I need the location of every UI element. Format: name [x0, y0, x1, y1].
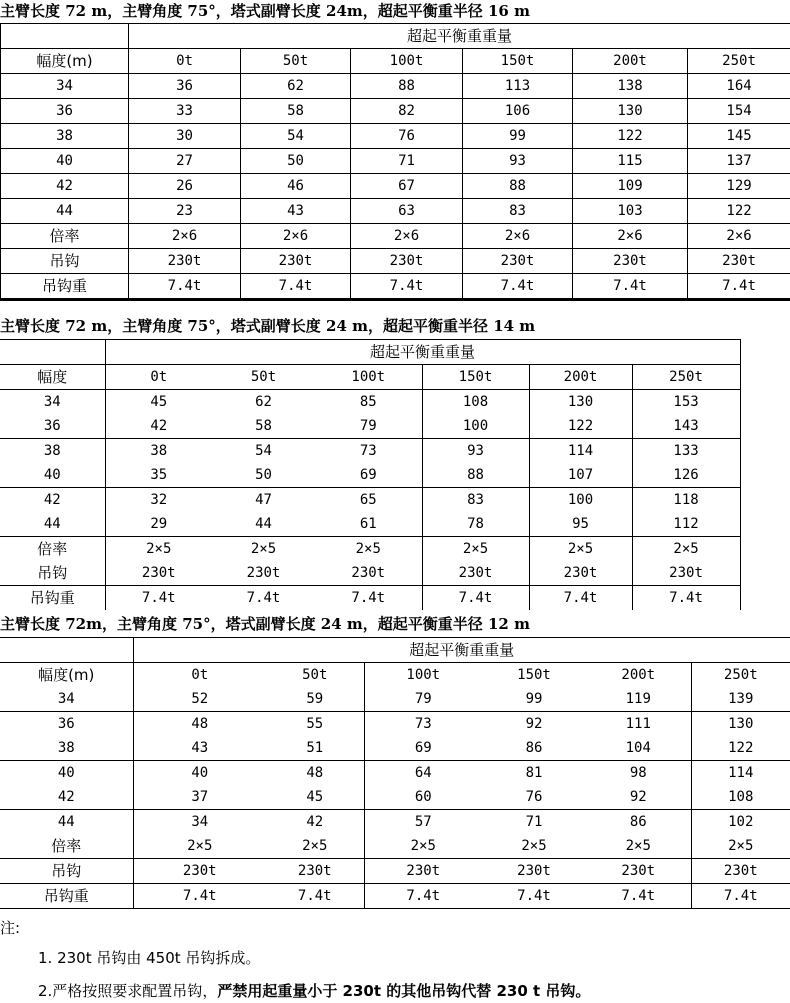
table-row: [0, 810, 790, 835]
note-2-emphasis: 严禁用起重量小于 230t 的其他吊钩代替 230 t 吊钩。: [217, 982, 591, 1000]
capacity-cell: 99: [463, 124, 573, 149]
table-row: [0, 463, 740, 488]
capacity-cell: 65: [315, 488, 422, 513]
capacity-cell: 95: [529, 512, 632, 537]
load-chart-table-2: [0, 339, 741, 610]
capacity-cell: 108: [422, 390, 529, 415]
weight-header: 150t: [422, 365, 529, 390]
capacity-cell: 100: [422, 414, 529, 439]
weight-header: 250t: [632, 365, 740, 390]
radius-column-header: 幅度(m): [0, 663, 133, 688]
table-row: [0, 414, 740, 439]
capacity-cell: 55: [266, 712, 364, 737]
capacity-cell: 43: [241, 199, 351, 224]
table-row: [0, 488, 740, 513]
capacity-cell: 130: [573, 99, 688, 124]
capacity-cell: 26: [129, 174, 241, 199]
reeving-cell: 2×5: [482, 834, 586, 859]
hook-weight-cell: 7.4t: [364, 884, 482, 909]
capacity-cell: 60: [364, 785, 482, 810]
capacity-cell: 36: [129, 74, 241, 99]
capacity-cell: 52: [133, 687, 266, 712]
table-row: [0, 439, 740, 464]
capacity-cell: 37: [133, 785, 266, 810]
reeving-cell: 2×5: [133, 834, 266, 859]
hook-label: 吊钩: [0, 561, 105, 586]
radius-cell: 42: [0, 488, 105, 513]
capacity-cell: 71: [351, 149, 463, 174]
capacity-cell: 100: [529, 488, 632, 513]
hook-weight-cell: 7.4t: [133, 884, 266, 909]
capacity-cell: 58: [241, 99, 351, 124]
capacity-cell: 112: [632, 512, 740, 537]
capacity-cell: 103: [573, 199, 688, 224]
hook-weight-cell: 7.4t: [632, 586, 740, 611]
capacity-cell: 108: [691, 785, 790, 810]
capacity-cell: 79: [315, 414, 422, 439]
capacity-cell: 122: [529, 414, 632, 439]
note-2-prefix: 2.严格按照要求配置吊钩，: [38, 982, 218, 1000]
table2-title: 主臂长度 72 m，主臂角度 75°，塔式副臂长度 24 m，超起平衡重半径 14 m: [0, 317, 536, 335]
load-chart-table-1: [0, 23, 790, 301]
weight-header: 50t: [241, 49, 351, 74]
capacity-cell: 106: [463, 99, 573, 124]
reeving-cell: 2×6: [129, 224, 241, 249]
weight-header: 50t: [212, 365, 315, 390]
capacity-cell: 99: [525, 691, 543, 707]
hook-weight-cell: 7.4t: [529, 586, 632, 611]
capacity-cell: 139: [691, 687, 790, 712]
capacity-cell: 50: [212, 463, 315, 488]
hook-cell: 230t: [351, 249, 463, 274]
hook-weight-cell: 7.4t: [691, 884, 790, 909]
corner-cell: [0, 340, 105, 365]
capacity-cell: 23: [129, 199, 241, 224]
capacity-cell: 86: [586, 810, 691, 835]
capacity-cell: 88: [351, 74, 463, 99]
capacity-cell: 44: [212, 512, 315, 537]
weight-header: 0t: [129, 49, 241, 74]
radius-cell: 44: [1, 199, 129, 224]
capacity-cell: 71: [525, 814, 543, 830]
radius-cell: 42: [1, 174, 129, 199]
hook-weight-label: 吊钩重: [0, 586, 105, 611]
weight-header: 0t: [105, 365, 212, 390]
reeving-label: 倍率: [0, 834, 133, 859]
reeving-label: 倍率: [0, 537, 105, 562]
radius-cell: 36: [0, 712, 133, 737]
capacity-cell: 122: [688, 199, 790, 224]
capacity-cell: 111: [586, 712, 691, 737]
reeving-cell: 2×5: [105, 537, 212, 562]
capacity-cell: 43: [133, 736, 266, 761]
hook-weight-cell: 7.4t: [586, 884, 691, 909]
capacity-cell: 81: [525, 765, 543, 781]
group-header: 超起平衡重重量: [133, 638, 790, 663]
capacity-cell: 46: [241, 174, 351, 199]
capacity-cell: 45: [266, 785, 364, 810]
capacity-cell: 78: [422, 512, 529, 537]
capacity-cell: 79: [364, 687, 482, 712]
capacity-cell: 133: [632, 439, 740, 464]
capacity-cell: 122: [573, 124, 688, 149]
hook-weight-cell: 7.4t: [105, 586, 212, 611]
hook-cell: 230t: [129, 249, 241, 274]
capacity-cell: 67: [351, 174, 463, 199]
radius-cell: 34: [0, 687, 133, 712]
capacity-cell: 62: [241, 74, 351, 99]
capacity-cell: 82: [351, 99, 463, 124]
hook-cell: 230t: [315, 561, 422, 586]
capacity-cell: 145: [688, 124, 790, 149]
reeving-cell: 2×6: [573, 224, 688, 249]
capacity-cell: 48: [266, 761, 364, 786]
capacity-cell: 115: [573, 149, 688, 174]
hook-cell: 230t: [691, 859, 790, 884]
capacity-cell: 42: [266, 810, 364, 835]
capacity-cell: 104: [586, 736, 691, 761]
hook-cell: 230t: [241, 249, 351, 274]
radius-column-header: 幅度(m): [1, 49, 129, 74]
capacity-cell: 58: [212, 414, 315, 439]
capacity-cell: 126: [632, 463, 740, 488]
hook-weight-cell: 7.4t: [129, 274, 241, 300]
capacity-cell: 153: [632, 390, 740, 415]
weight-header: 100t: [315, 365, 422, 390]
hook-label: 吊钩: [1, 249, 129, 274]
weight-header: 200t: [573, 49, 688, 74]
capacity-cell: 32: [105, 488, 212, 513]
hook-cell: 230t: [212, 561, 315, 586]
notes-label: 注:: [0, 919, 21, 937]
reeving-cell: 2×5: [691, 834, 790, 859]
weight-header: 150t: [463, 49, 573, 74]
weight-header: 150t: [482, 663, 586, 688]
capacity-cell: 83: [463, 199, 573, 224]
table-row: [0, 859, 790, 884]
reeving-cell: 2×5: [364, 834, 482, 859]
radius-cell: 42: [0, 785, 133, 810]
capacity-cell: 118: [632, 488, 740, 513]
table-row: [0, 390, 740, 415]
reeving-cell: 2×6: [351, 224, 463, 249]
capacity-cell: 88: [463, 174, 573, 199]
table-row: [0, 537, 740, 562]
radius-cell: 38: [0, 736, 133, 761]
table-row: [1, 124, 790, 149]
capacity-cell: 47: [212, 488, 315, 513]
corner-cell: [1, 24, 129, 49]
table-row: [1, 199, 790, 224]
capacity-cell: 92: [482, 712, 586, 737]
weight-header: 0t: [133, 663, 266, 688]
capacity-cell: 76: [482, 785, 586, 810]
capacity-cell: 33: [129, 99, 241, 124]
capacity-cell: 42: [105, 414, 212, 439]
capacity-cell: 143: [632, 414, 740, 439]
capacity-cell: 88: [422, 463, 529, 488]
table-row: [1, 274, 790, 300]
capacity-cell: 38: [105, 439, 212, 464]
table-row: [0, 761, 790, 786]
capacity-cell: 154: [688, 99, 790, 124]
capacity-cell: 63: [351, 199, 463, 224]
capacity-cell: 93: [422, 439, 529, 464]
hook-weight-label: 吊钩重: [0, 884, 133, 909]
capacity-cell: 114: [529, 439, 632, 464]
capacity-cell: 57: [364, 810, 482, 835]
table-row: [0, 687, 790, 712]
capacity-cell: 113: [463, 74, 573, 99]
table-row: [0, 712, 790, 737]
capacity-cell: 76: [351, 124, 463, 149]
capacity-cell: 51: [266, 736, 364, 761]
hook-weight-cell: 7.4t: [212, 586, 315, 611]
capacity-cell: 54: [212, 439, 315, 464]
hook-weight-cell: 7.4t: [688, 274, 790, 300]
table3-title: 主臂长度 72m，主臂角度 75°，塔式副臂长度 24 m，超起平衡重半径 12 m: [0, 615, 530, 633]
weight-header: 100t: [351, 49, 463, 74]
hook-cell: 230t: [463, 249, 573, 274]
hook-cell: 230t: [529, 561, 632, 586]
table-row: [0, 586, 740, 611]
capacity-cell: 45: [105, 390, 212, 415]
capacity-cell: 34: [133, 810, 266, 835]
table-row: [0, 561, 740, 586]
capacity-cell: 61: [315, 512, 422, 537]
capacity-cell: 122: [691, 736, 790, 761]
radius-column-header: 幅度: [0, 365, 105, 390]
radius-cell: 44: [0, 512, 105, 537]
capacity-cell: 98: [586, 761, 691, 786]
table-row: [0, 736, 790, 761]
hook-cell: 230t: [133, 859, 266, 884]
radius-cell: 40: [0, 761, 133, 786]
capacity-cell: 129: [688, 174, 790, 199]
reeving-cell: 2×5: [315, 537, 422, 562]
table-row: [1, 74, 790, 99]
capacity-cell: 93: [463, 149, 573, 174]
capacity-cell: 64: [364, 761, 482, 786]
radius-cell: 36: [0, 414, 105, 439]
capacity-cell: 62: [212, 390, 315, 415]
table-row: [1, 149, 790, 174]
hook-label: 吊钩: [0, 859, 133, 884]
capacity-cell: 138: [573, 74, 688, 99]
radius-cell: 34: [1, 74, 129, 99]
radius-cell: 44: [0, 810, 133, 835]
capacity-cell: 27: [129, 149, 241, 174]
hook-cell: 230t: [586, 859, 691, 884]
reeving-cell: 2×5: [632, 537, 740, 562]
table-row: [1, 174, 790, 199]
hook-cell: 230t: [364, 859, 482, 884]
reeving-cell: 2×5: [529, 537, 632, 562]
capacity-cell: 48: [133, 712, 266, 737]
group-header: 超起平衡重重量: [129, 24, 790, 49]
capacity-cell: 54: [241, 124, 351, 149]
table-row: [1, 99, 790, 124]
hook-cell: 230t: [688, 249, 790, 274]
capacity-cell: 92: [586, 785, 691, 810]
capacity-cell: 119: [586, 687, 691, 712]
capacity-cell: 86: [482, 736, 586, 761]
hook-weight-cell: 7.4t: [482, 884, 586, 909]
weight-header: 50t: [266, 663, 364, 688]
capacity-cell: 40: [133, 761, 266, 786]
weight-header: 250t: [691, 663, 790, 688]
capacity-cell: 102: [691, 810, 790, 835]
radius-cell: 40: [1, 149, 129, 174]
reeving-cell: 2×6: [241, 224, 351, 249]
radius-cell: 34: [0, 390, 105, 415]
radius-cell: 40: [0, 463, 105, 488]
reeving-cell: 2×6: [463, 224, 573, 249]
weight-header: 200t: [529, 365, 632, 390]
hook-weight-label: 吊钩重: [1, 274, 129, 300]
table-row: [1, 224, 790, 249]
hook-cell: 230t: [105, 561, 212, 586]
weight-header: 250t: [688, 49, 790, 74]
capacity-cell: 35: [105, 463, 212, 488]
hook-cell: 230t: [422, 561, 529, 586]
table-row: [0, 785, 790, 810]
capacity-cell: 109: [573, 174, 688, 199]
group-header: 超起平衡重重量: [105, 340, 740, 365]
reeving-cell: 2×6: [688, 224, 790, 249]
radius-cell: 38: [1, 124, 129, 149]
hook-weight-cell: 7.4t: [241, 274, 351, 300]
note-2: [38, 980, 590, 1001]
capacity-cell: 69: [315, 463, 422, 488]
hook-cell: 230t: [632, 561, 740, 586]
reeving-cell: 2×5: [586, 834, 691, 859]
table-row: [0, 512, 740, 537]
capacity-cell: 59: [266, 687, 364, 712]
hook-cell: 230t: [482, 859, 586, 884]
capacity-cell: 50: [241, 149, 351, 174]
capacity-cell: 164: [688, 74, 790, 99]
reeving-cell: 2×5: [422, 537, 529, 562]
reeving-label: 倍率: [1, 224, 129, 249]
radius-cell: 36: [1, 99, 129, 124]
capacity-cell: 69: [364, 736, 482, 761]
hook-weight-cell: 7.4t: [266, 884, 364, 909]
hook-weight-cell: 7.4t: [573, 274, 688, 300]
hook-weight-cell: 7.4t: [351, 274, 463, 300]
table1-title: 主臂长度 72 m，主臂角度 75°，塔式副臂长度 24m，超起平衡重半径 16 m: [0, 2, 530, 20]
capacity-cell: 107: [529, 463, 632, 488]
hook-weight-cell: 7.4t: [315, 586, 422, 611]
hook-cell: 230t: [266, 859, 364, 884]
load-chart-table-3: [0, 637, 790, 909]
capacity-cell: 29: [105, 512, 212, 537]
capacity-cell: 130: [691, 712, 790, 737]
corner-cell: [0, 638, 133, 663]
capacity-cell: 137: [688, 149, 790, 174]
capacity-cell: 114: [691, 761, 790, 786]
capacity-cell: 30: [129, 124, 241, 149]
hook-weight-cell: 7.4t: [422, 586, 529, 611]
capacity-cell: 83: [422, 488, 529, 513]
capacity-cell: 130: [529, 390, 632, 415]
capacity-cell: 85: [315, 390, 422, 415]
table-row: [0, 834, 790, 859]
capacity-cell: 73: [364, 712, 482, 737]
note-1: 1. 230t 吊钩由 450t 吊钩拆成。: [38, 949, 261, 967]
hook-weight-cell: 7.4t: [463, 274, 573, 300]
radius-cell: 38: [0, 439, 105, 464]
table-row: [1, 249, 790, 274]
table-row: [0, 884, 790, 909]
weight-header: 100t: [364, 663, 482, 688]
capacity-cell: 73: [315, 439, 422, 464]
weight-header: 200t: [586, 663, 691, 688]
reeving-cell: 2×5: [266, 834, 364, 859]
reeving-cell: 2×5: [212, 537, 315, 562]
hook-cell: 230t: [573, 249, 688, 274]
